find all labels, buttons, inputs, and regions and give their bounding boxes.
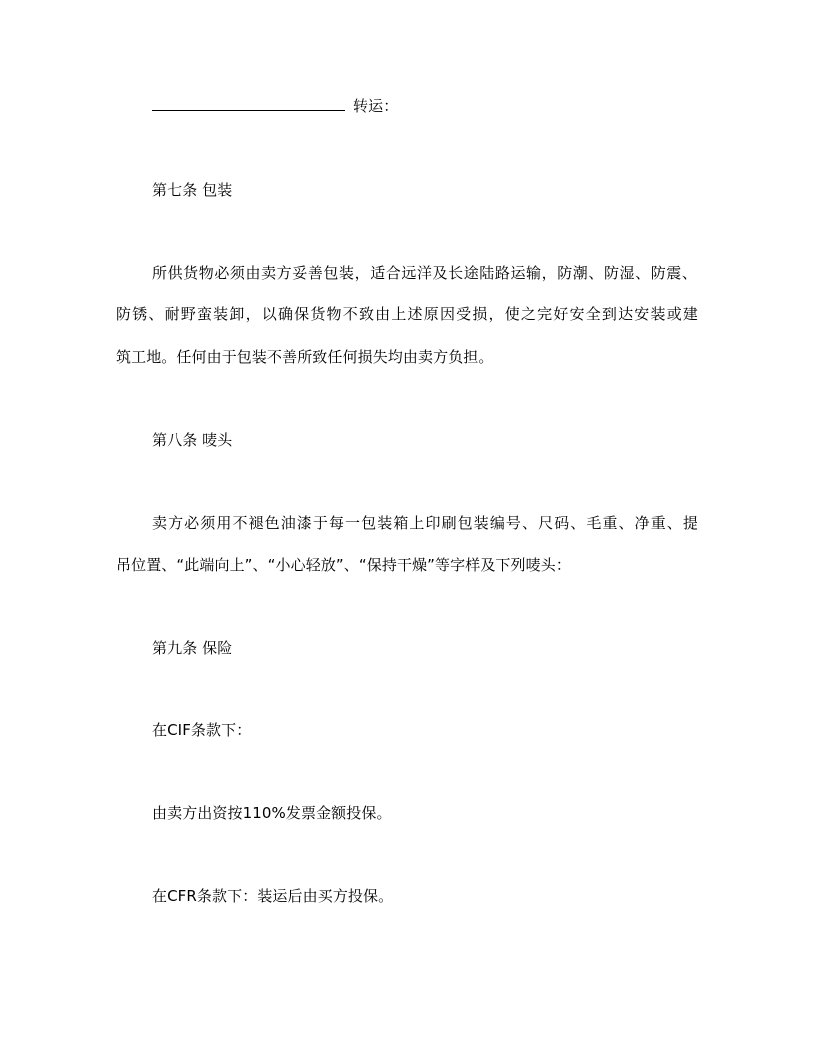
cif-insurance-detail: 由卖方出资按110%发票金额投保。 [152, 804, 392, 822]
fill-in-blank [152, 96, 345, 111]
transfer-label: 转运： [353, 97, 399, 115]
article-8-paragraph-line-1: 卖方必须用不褪色油漆于每一包装箱上印刷包装编号、尺码、毛重、净重、提 [152, 514, 698, 532]
article-9-heading: 第九条 保险 [152, 639, 233, 657]
article-7-paragraph-line-2: 防锈、耐野蛮装卸，以确保货物不致由上述原因受损，使之完好安全到达安装或建 [116, 305, 698, 323]
article-7-heading: 第七条 包装 [152, 181, 233, 199]
cfr-clause-line: 在CFR条款下：装运后由买方投保。 [152, 887, 394, 905]
article-7-paragraph-line-1: 所供货物必须由卖方妥善包装，适合远洋及长途陆路运输，防潮、防湿、防震、 [152, 264, 697, 282]
cif-clause-line: 在CIF条款下： [152, 721, 252, 739]
transfer-line [152, 96, 398, 116]
article-8-paragraph-line-2: 吊位置、“此端向上”、“小心轻放”、“保持干燥”等字样及下列唛头： [116, 556, 571, 574]
article-8-heading: 第八条 唛头 [152, 431, 233, 449]
article-7-paragraph-line-3: 筑工地。任何由于包装不善所致任何损失均由卖方负担。 [116, 348, 494, 366]
